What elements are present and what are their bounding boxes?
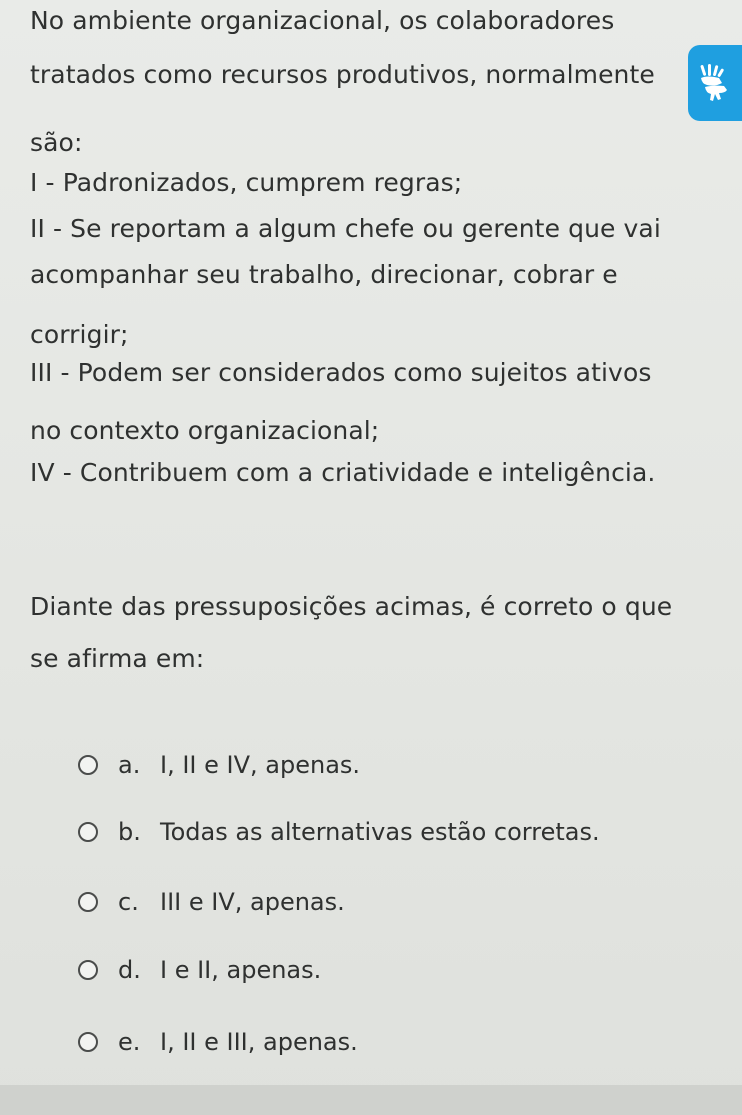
option-e-radio[interactable] [78, 1032, 98, 1052]
option-d[interactable] [78, 950, 321, 990]
option-c-letter: c. [118, 888, 139, 916]
option-e-letter: e. [118, 1028, 141, 1056]
statement-ii-line-3: corrigir; [30, 320, 129, 349]
option-b-label[interactable]: Todas as alternativas estão corretas. [160, 818, 600, 846]
option-d-letter: d. [118, 956, 141, 984]
option-d-radio[interactable] [78, 960, 98, 980]
sign-language-hands-icon [697, 63, 733, 103]
option-d-label[interactable]: I e II, apenas. [160, 956, 322, 984]
bottom-divider [0, 1085, 742, 1115]
statement-i: I - Padronizados, cumprem regras; [30, 168, 463, 197]
option-b-letter: b. [118, 818, 141, 846]
statement-iii-line-2: no contexto organizacional; [30, 416, 380, 445]
option-a-label[interactable]: I, II e IV, apenas. [160, 751, 361, 779]
statement-iv: IV - Contribuem com a criatividade e inteligência. [30, 458, 656, 487]
option-a-letter: a. [118, 751, 141, 779]
option-b-radio[interactable] [78, 822, 98, 842]
option-e[interactable] [78, 1022, 358, 1062]
option-c-radio[interactable] [78, 892, 98, 912]
option-c[interactable] [78, 882, 345, 922]
statement-ii-line-2: acompanhar seu trabalho, direcionar, cobrar e [30, 260, 618, 289]
option-a[interactable] [78, 745, 360, 785]
option-b[interactable] [78, 812, 600, 852]
statement-iii-line-1: III - Podem ser considerados como sujeitos ativos [30, 358, 652, 387]
accessibility-widget[interactable] [688, 45, 742, 121]
question-stem-line-3: são: [30, 128, 83, 157]
option-c-label[interactable]: III e IV, apenas. [160, 888, 345, 916]
option-e-label[interactable]: I, II e III, apenas. [160, 1028, 358, 1056]
prompt-line-1: Diante das pressuposições acimas, é correto o que [30, 592, 673, 621]
option-a-radio[interactable] [78, 755, 98, 775]
question-stem-line-1: No ambiente organizacional, os colaboradores [30, 6, 615, 35]
prompt-line-2: se afirma em: [30, 644, 205, 673]
statement-ii-line-1: II - Se reportam a algum chefe ou gerente que vai [30, 214, 661, 243]
question-stem-line-2: tratados como recursos produtivos, normalmente [30, 60, 655, 89]
